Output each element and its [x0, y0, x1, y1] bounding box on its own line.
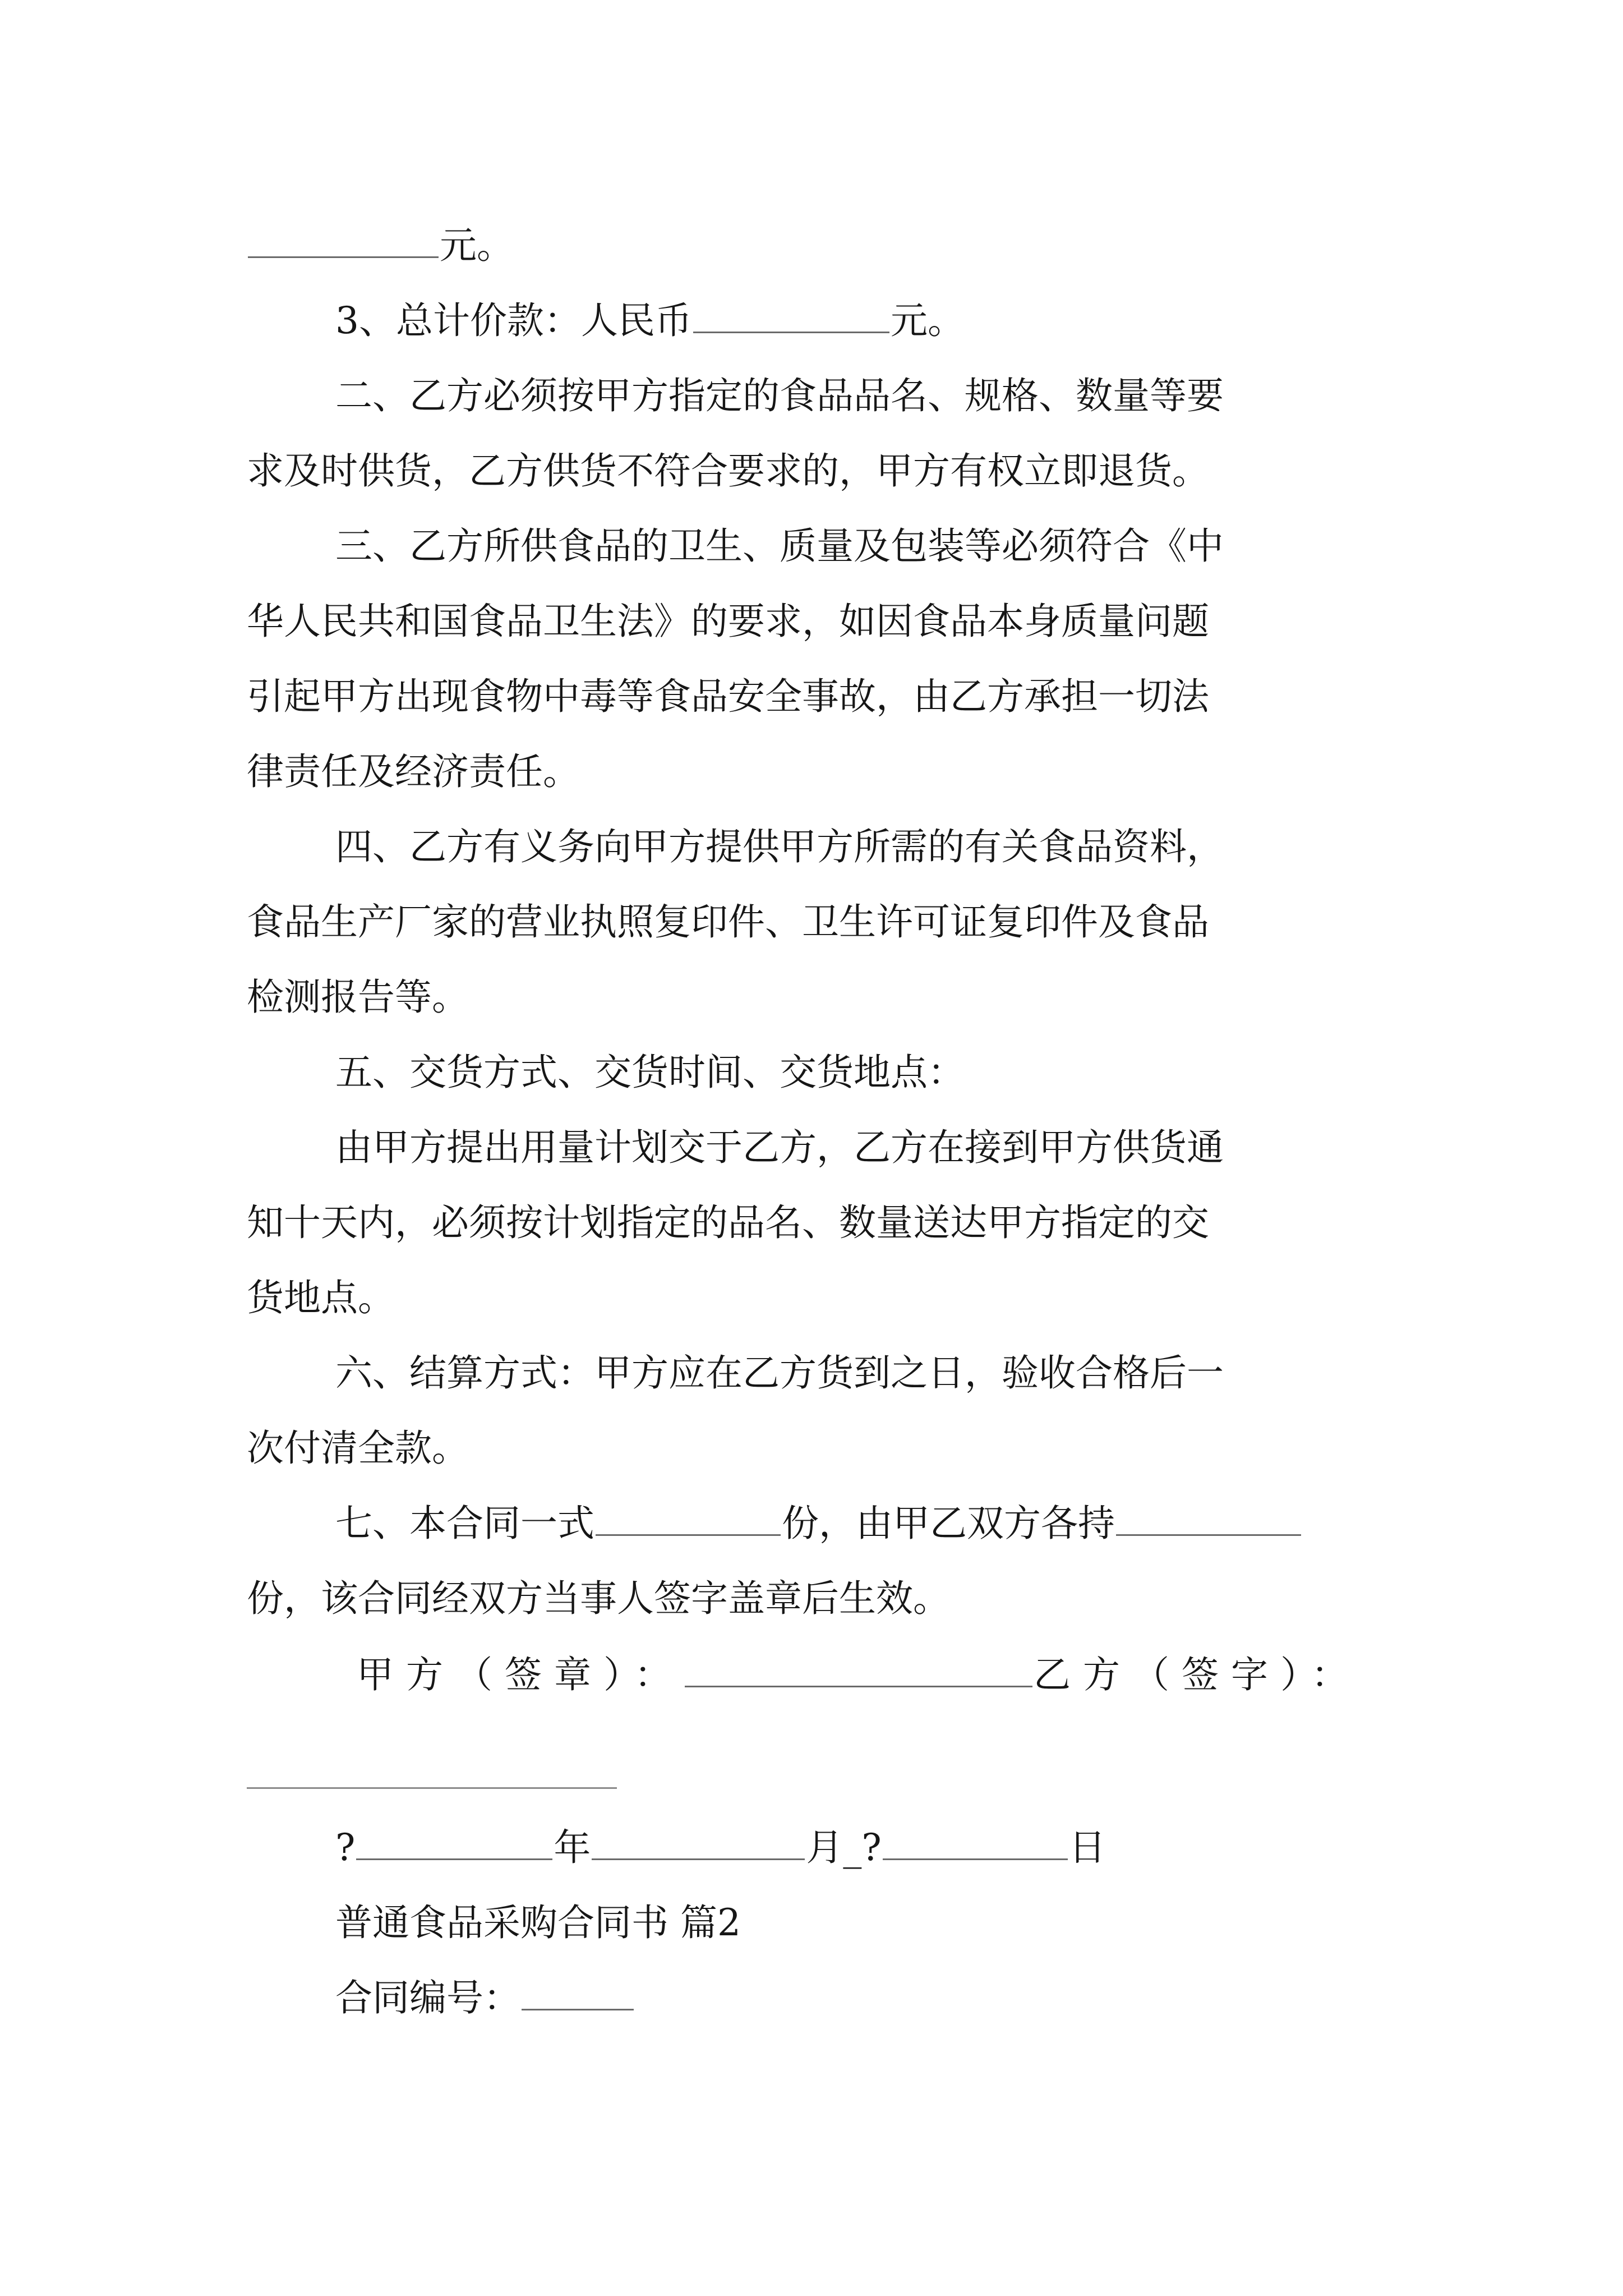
amount-unit: 元。: [440, 224, 514, 267]
day-blank: [883, 1853, 1068, 1860]
year-label: 年: [554, 1826, 591, 1869]
total-price-unit: 元。: [891, 299, 965, 342]
clause-2-line-1: 二、乙方必须按甲方指定的食品品名、规格、数量等要: [335, 374, 1224, 417]
next-contract-title: 普通食品采购合同书 篇2: [335, 1901, 741, 1944]
clause-5-line-3: 货地点。: [247, 1276, 395, 1319]
clause-4-line-3: 检测报告等。: [247, 976, 469, 1019]
amount-line: [247, 218, 514, 274]
contract-number-blank: [522, 2003, 634, 2010]
clause-3-line-4: 律责任及经济责任。: [247, 750, 580, 793]
contract-number-line: [335, 1970, 635, 2026]
clause-5-title: 五、交货方式、交货时间、交货地点：: [335, 1051, 965, 1094]
day-label: 日: [1068, 1826, 1106, 1869]
clause-6-line-1: 六、结算方式：甲方应在乙方货到之日，验收合格后一: [335, 1351, 1224, 1395]
clause-7-line-1: [335, 1496, 1302, 1552]
clause-3-line-3: 引起甲方出现食物中毒等食品安全事故，由乙方承担一切法: [247, 675, 1209, 718]
clause-7-line-2: 份，该合同经双方当事人签字盖章后生效。: [247, 1577, 950, 1620]
total-price-line: [335, 293, 965, 349]
copies-blank: [596, 1529, 781, 1536]
clause-5-line-2: 知十天内，必须按计划指定的品名、数量送达甲方指定的交: [247, 1201, 1209, 1244]
party-a-signature-blank: [685, 1680, 1032, 1687]
clause-3-line-1: 三、乙方所供食品的卫生、质量及包装等必须符合《中: [335, 524, 1224, 568]
signature-line: [357, 1647, 1361, 1703]
party-b-label: 乙方（签字）：: [1034, 1653, 1361, 1696]
clause-5-line-1: 由甲方提出用量计划交于乙方，乙方在接到甲方供货通: [335, 1126, 1224, 1169]
date-question-mark-2: _?: [843, 1826, 882, 1869]
clause-4-line-1: 四、乙方有义务向甲方提供甲方所需的有关食品资料，: [335, 825, 1224, 868]
clause-3-line-2: 华人民共和国食品卫生法》的要求，如因食品本身质量问题: [247, 600, 1209, 643]
date-question-mark-1: ?: [335, 1826, 356, 1869]
month-label: 月: [806, 1826, 843, 1869]
total-price-label: 3、总计价款：人民币: [335, 299, 692, 342]
clause-7-copies-label: 七、本合同一式: [335, 1502, 594, 1545]
date-line: [335, 1820, 1106, 1876]
total-price-blank: [693, 326, 889, 333]
amount-blank: [248, 251, 439, 258]
clause-6-line-2: 次付清全款。: [247, 1427, 469, 1470]
copies-each-blank: [1116, 1529, 1301, 1536]
year-blank: [356, 1853, 552, 1860]
contract-number-label: 合同编号：: [335, 1976, 520, 2019]
month-blank: [592, 1853, 805, 1860]
clause-7-each-holds: 份，由甲乙双方各持: [782, 1502, 1115, 1545]
clause-2-line-2: 求及时供货，乙方供货不符合要求的，甲方有权立即退货。: [247, 449, 1209, 493]
clause-4-line-2: 食品生产厂家的营业执照复印件、卫生许可证复印件及食品: [247, 900, 1209, 944]
party-b-signature-blank: [247, 1787, 617, 1789]
party-a-label: 甲方（签章）：: [357, 1653, 684, 1696]
